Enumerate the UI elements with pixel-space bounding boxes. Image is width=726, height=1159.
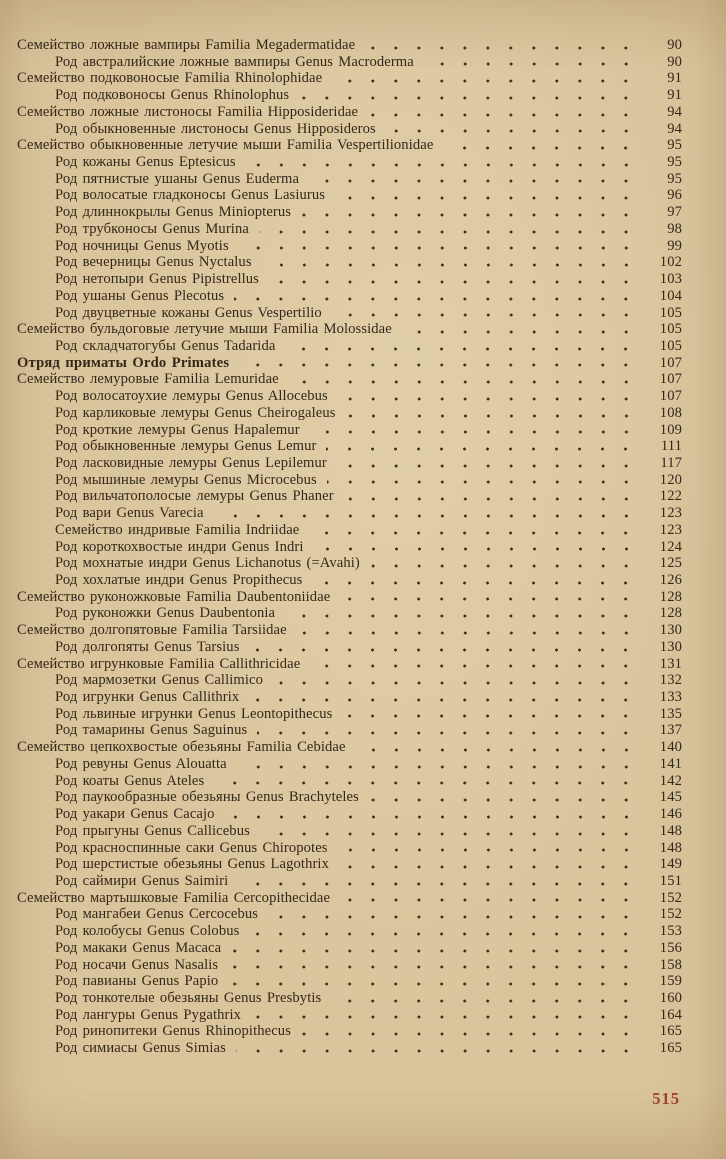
toc-entry [17, 438, 682, 455]
toc-entry-text: Род трубконосы Genus Murina [55, 220, 249, 237]
toc-entry [17, 338, 682, 355]
dot-leader [424, 62, 647, 66]
toc-entry-text: Род руконожки Genus Daubentonia [55, 605, 276, 622]
toc-entry [17, 706, 682, 723]
dot-leader [356, 748, 647, 752]
toc-entry-text: Род саймири Genus Saimiri [55, 872, 229, 889]
toc-entry [17, 722, 682, 739]
toc-entry-text: Семейство бульдоговые летучие мыши Familia Molossidae [17, 321, 392, 338]
toc-entry-text: Семейство подковоносые Familia Rhinolophidae [17, 70, 323, 87]
toc-entry-page: 130 [659, 622, 682, 639]
toc-entry [17, 890, 682, 907]
toc-entry-text: Род ревуны Genus Alouatta [55, 755, 227, 772]
toc-entry-text: Род складчатогубы Genus Tadarida [55, 337, 276, 354]
toc-entry-text: Род симиасы Genus Simias [55, 1040, 226, 1057]
toc-entry-page: 156 [659, 939, 682, 956]
toc-entry [17, 1023, 682, 1040]
toc-entry-page: 128 [659, 605, 682, 622]
toc-entry-page: 124 [659, 538, 682, 555]
toc-entry-text: Семейство ложные листоносы Familia Hipposideridae [17, 103, 359, 120]
toc-entry-page: 137 [659, 722, 682, 739]
toc-entry-page: 165 [659, 1023, 682, 1040]
toc-entry [17, 455, 682, 472]
toc-entry-text: Род долгопяты Genus Tarsius [55, 638, 240, 655]
toc-entry-page: 148 [659, 822, 682, 839]
dot-leader [297, 631, 647, 635]
dot-leader [331, 999, 647, 1003]
toc-entry [17, 37, 682, 54]
dot-leader [340, 597, 647, 601]
dot-leader [342, 714, 647, 718]
dot-leader [346, 414, 647, 418]
toc-entry [17, 873, 682, 890]
dot-leader [228, 982, 647, 986]
toc-entry [17, 472, 682, 489]
dot-leader [246, 163, 647, 167]
toc-entry [17, 555, 682, 572]
toc-entry [17, 672, 682, 689]
toc-entry-page: 105 [659, 304, 682, 321]
toc-entry-page: 152 [659, 906, 682, 923]
toc-entry-text: Род мохнатые индри Genus Lichanotus (=Avahi) [55, 555, 360, 572]
toc-entry-page: 149 [659, 856, 682, 873]
toc-entry-page: 153 [659, 923, 682, 940]
dot-leader [338, 397, 647, 401]
toc-entry [17, 1007, 682, 1024]
toc-entry [17, 204, 682, 221]
toc-entry-page: 105 [659, 337, 682, 354]
toc-entry [17, 187, 682, 204]
dot-leader [231, 949, 647, 953]
dot-leader [312, 581, 647, 585]
toc-entry [17, 823, 682, 840]
toc-entry [17, 739, 682, 756]
toc-entry-page: 140 [659, 739, 682, 756]
dot-leader [239, 246, 647, 250]
dot-leader [251, 1015, 647, 1019]
toc-entry [17, 238, 682, 255]
toc-entry-page: 158 [659, 956, 682, 973]
toc-entry [17, 355, 682, 372]
toc-entry-text: Род ночницы Genus Myotis [55, 237, 229, 254]
toc-entry [17, 505, 682, 522]
dot-leader [260, 832, 647, 836]
toc-entry [17, 973, 682, 990]
toc-entry-page: 130 [659, 638, 682, 655]
toc-entry [17, 305, 682, 322]
toc-entry [17, 589, 682, 606]
toc-entry-page: 91 [667, 70, 682, 87]
dot-leader [237, 765, 647, 769]
toc-entry-page: 126 [659, 572, 682, 588]
toc-entry [17, 254, 682, 271]
dot-leader [299, 96, 647, 100]
toc-entry [17, 54, 682, 71]
toc-entry-page: 109 [659, 421, 682, 438]
toc-entry-page: 142 [659, 772, 682, 789]
page-footer [17, 1089, 682, 1109]
toc-list [17, 37, 682, 1057]
toc-entry-text: Род австралийские ложные вампиры Genus Macroderma [55, 53, 414, 70]
toc-entry-text: Род павианы Genus Papio [55, 973, 219, 990]
toc-entry-text: Семейство мартышковые Familia Cercopithecidae [17, 889, 331, 906]
toc-entry-text: Род вильчатополосые лемуры Genus Phaner [55, 488, 334, 505]
toc-entry [17, 321, 682, 338]
toc-entry-page: 135 [659, 705, 682, 722]
toc-entry-text: Семейство обыкновенные летучие мыши Familia Vespertilionidae [17, 137, 434, 154]
toc-entry-text: Род мышиные лемуры Genus Microcebus [55, 471, 317, 488]
toc-entry-text: Род колобусы Genus Colobus [55, 923, 240, 940]
toc-entry-page: 152 [659, 889, 682, 906]
toc-entry-text: Род паукообразные обезьяны Genus Brachyteles [55, 789, 359, 806]
toc-entry-page: 123 [659, 521, 682, 538]
toc-entry-page: 145 [659, 789, 682, 806]
toc-entry-page: 133 [659, 689, 682, 706]
dot-leader [239, 363, 647, 367]
dot-leader [365, 46, 647, 50]
dot-leader [310, 664, 647, 668]
toc-entry-text: Род мармозетки Genus Callimico [55, 672, 263, 689]
toc-entry [17, 171, 682, 188]
toc-entry-page: 146 [659, 806, 682, 823]
toc-entry-text: Семейство цепкохвостые обезьяны Familia Cebidae [17, 739, 346, 756]
dot-leader [234, 297, 647, 301]
dot-leader [285, 614, 647, 618]
toc-entry-text: Род вари Genus Varecia [55, 505, 204, 522]
toc-entry-page: 96 [667, 187, 682, 204]
toc-entry-page: 99 [667, 237, 682, 254]
toc-entry-text: Семейство руконожковые Familia Daubentoniidae [17, 588, 331, 605]
toc-entry-text: Род вечерницы Genus Nyctalus [55, 254, 252, 271]
dot-leader [344, 497, 647, 501]
toc-entry-page: 94 [667, 103, 682, 120]
dot-leader [335, 196, 647, 200]
toc-entry [17, 789, 682, 806]
dot-leader [236, 1049, 647, 1053]
dot-leader [326, 447, 647, 451]
dot-leader [214, 781, 647, 785]
dot-leader [386, 129, 647, 133]
toc-entry [17, 271, 682, 288]
toc-entry-text: Род красноспинные саки Genus Chiropotes [55, 839, 328, 856]
dot-leader [269, 280, 647, 284]
dot-leader [337, 464, 647, 468]
toc-entry-page: 95 [667, 154, 682, 171]
toc-entry-page: 148 [659, 839, 682, 856]
dot-leader [225, 815, 647, 819]
toc-entry-text: Семейство ложные вампиры Familia Megadermatidae [17, 37, 356, 53]
dot-leader [340, 898, 647, 902]
dot-leader [268, 915, 647, 919]
toc-entry-text: Род волосатоухие лемуры Genus Allocebus [55, 388, 328, 405]
toc-entry [17, 121, 682, 138]
dot-leader [314, 547, 648, 551]
dot-leader [309, 531, 647, 535]
toc-entry-text: Род коаты Genus Ateles [55, 772, 205, 789]
dot-leader [402, 330, 647, 334]
toc-entry-text: Род ушаны Genus Plecotus [55, 287, 225, 304]
toc-entry-text: Род обыкновенные листоносы Genus Hipposideros [55, 120, 376, 137]
toc-entry [17, 288, 682, 305]
toc-entry-text: Род обыкновенные лемуры Genus Lemur [55, 438, 317, 455]
toc-entry [17, 756, 682, 773]
toc-entry-text: Род двуцветные кожаны Genus Vespertilio [55, 304, 322, 321]
toc-entry [17, 622, 682, 639]
toc-entry-text: Род кожаны Genus Eptesicus [55, 154, 236, 171]
toc-entry-text: Род ласковидные лемуры Genus Lepilemur [55, 454, 327, 471]
dot-leader [238, 882, 647, 886]
toc-entry-page: 104 [659, 287, 682, 304]
toc-entry-page: 151 [659, 872, 682, 889]
toc-entry-page: 95 [667, 170, 682, 187]
toc-entry [17, 940, 682, 957]
dot-leader [370, 564, 647, 568]
dot-leader [338, 848, 647, 852]
toc-entry [17, 773, 682, 790]
toc-entry-text: Род носачи Genus Nasalis [55, 956, 219, 973]
toc-entry-text: Семейство индривые Familia Indriidae [55, 521, 300, 538]
toc-entry-text: Род пятнистые ушаны Genus Euderma [55, 170, 300, 187]
toc-entry [17, 388, 682, 405]
toc-entry-page: 108 [659, 404, 682, 421]
toc-entry-page: 97 [667, 204, 682, 221]
dot-leader [249, 932, 647, 936]
toc-entry-page: 90 [667, 37, 682, 53]
toc-entry-text: Род мангабеи Genus Cercocebus [55, 906, 259, 923]
toc-entry-text: Род игрунки Genus Callithrix [55, 689, 240, 706]
toc-entry [17, 856, 682, 873]
toc-entry [17, 371, 682, 388]
toc-entry-text: Род короткохвостые индри Genus Indri [55, 538, 304, 555]
toc-entry-text: Род шерстистые обезьяны Genus Lagothrix [55, 856, 329, 873]
toc-entry-page: 111 [660, 438, 682, 455]
toc-entry-page: 103 [659, 271, 682, 288]
toc-entry-page: 128 [659, 588, 682, 605]
toc-entry-text: Род уакари Genus Cacajo [55, 806, 215, 823]
toc-entry-text: Семейство лемуровые Familia Lemuridae [17, 371, 279, 388]
toc-entry [17, 906, 682, 923]
toc-entry-text: Род хохлатые индри Genus Propithecus [55, 572, 303, 588]
dot-leader [262, 263, 647, 267]
toc-entry-text: Семейство игрунковые Familia Callithricidae [17, 655, 301, 672]
toc-entry-page: 107 [659, 371, 682, 388]
dot-leader [273, 681, 647, 685]
toc-entry-page: 98 [667, 220, 682, 237]
dot-leader [369, 798, 647, 802]
toc-entry-text: Род кроткие лемуры Genus Hapalemur [55, 421, 300, 438]
toc-entry-text: Род ринопитеки Genus Rhinopithecus [55, 1023, 291, 1040]
toc-entry [17, 990, 682, 1007]
toc-entry-page: 91 [667, 87, 682, 104]
toc-entry [17, 154, 682, 171]
toc-entry-page: 159 [659, 973, 682, 990]
toc-entry-page: 107 [659, 354, 682, 371]
toc-entry-page: 132 [659, 672, 682, 689]
toc-entry [17, 70, 682, 87]
toc-entry [17, 639, 682, 656]
toc-entry-text: Род нетопыри Genus Pipistrellus [55, 271, 259, 288]
toc-entry-text: Род лангуры Genus Pygathrix [55, 1006, 242, 1023]
toc-entry [17, 104, 682, 121]
dot-leader [259, 230, 647, 234]
toc-entry-page: 117 [660, 454, 682, 471]
toc-entry-page: 122 [659, 488, 682, 505]
toc-entry [17, 605, 682, 622]
toc-entry-page: 105 [659, 321, 682, 338]
toc-entry-text: Род тонкотелые обезьяны Genus Presbytis [55, 989, 322, 1006]
toc-entry [17, 957, 682, 974]
toc-entry-page: 123 [659, 505, 682, 522]
toc-entry-text: Род львиные игрунки Genus Leontopithecus [55, 705, 333, 722]
toc-entry [17, 806, 682, 823]
toc-entry-text: Род тамарины Genus Saguinus [55, 722, 248, 739]
toc-entry [17, 405, 682, 422]
dot-leader [257, 731, 647, 735]
toc-entry-page: 160 [659, 989, 682, 1006]
toc-entry-page: 90 [667, 53, 682, 70]
dot-leader [285, 347, 647, 351]
toc-entry [17, 422, 682, 439]
dot-leader [289, 380, 647, 384]
dot-leader [443, 146, 647, 150]
toc-entry-page: 165 [659, 1040, 682, 1057]
toc-entry-page: 102 [659, 254, 682, 271]
toc-entry [17, 87, 682, 104]
toc-entry [17, 656, 682, 673]
toc-entry [17, 488, 682, 505]
toc-entry-text: Род макаки Genus Macaca [55, 939, 222, 956]
dot-leader [327, 480, 647, 484]
toc-entry-page: 141 [659, 755, 682, 772]
dot-leader [332, 313, 647, 317]
toc-entry-text: Род прыгуны Genus Callicebus [55, 822, 250, 839]
toc-entry-text: Род волосатые гладконосы Genus Lasiurus [55, 187, 326, 204]
toc-entry-text: Семейство долгопятовые Familia Tarsiidae [17, 622, 287, 639]
toc-entry-page: 131 [659, 655, 682, 672]
toc-entry-text: Род длиннокрылы Genus Miniopterus [55, 204, 292, 221]
folio-number: 515 [652, 1088, 680, 1108]
toc-entry-page: 125 [659, 555, 682, 572]
dot-leader [301, 1032, 647, 1036]
toc-entry [17, 522, 682, 539]
toc-entry [17, 1040, 682, 1057]
toc-entry [17, 572, 682, 589]
dot-leader [249, 648, 647, 652]
dot-leader [332, 79, 647, 83]
toc-entry-page: 120 [659, 471, 682, 488]
toc-entry [17, 137, 682, 154]
toc-entry-text: Род карликовые лемуры Genus Cheirogaleus [55, 404, 336, 421]
toc-entry [17, 689, 682, 706]
dot-leader [249, 698, 647, 702]
dot-leader [301, 213, 647, 217]
dot-leader [339, 865, 647, 869]
dot-leader [228, 965, 647, 969]
dot-leader [309, 179, 647, 183]
toc-entry-page: 95 [667, 137, 682, 154]
toc-entry [17, 221, 682, 238]
toc-entry-page: 164 [659, 1006, 682, 1023]
dot-leader [310, 430, 647, 434]
toc-entry-text: Род подковоносы Genus Rhinolophus [55, 87, 290, 104]
toc-entry [17, 840, 682, 857]
toc-entry [17, 923, 682, 940]
toc-entry-page: 107 [659, 388, 682, 405]
toc-entry-page: 94 [667, 120, 682, 137]
dot-leader [214, 514, 647, 518]
toc-entry-text: Отряд приматы Ordo Primates [17, 354, 230, 371]
dot-leader [368, 113, 647, 117]
toc-entry [17, 539, 682, 556]
